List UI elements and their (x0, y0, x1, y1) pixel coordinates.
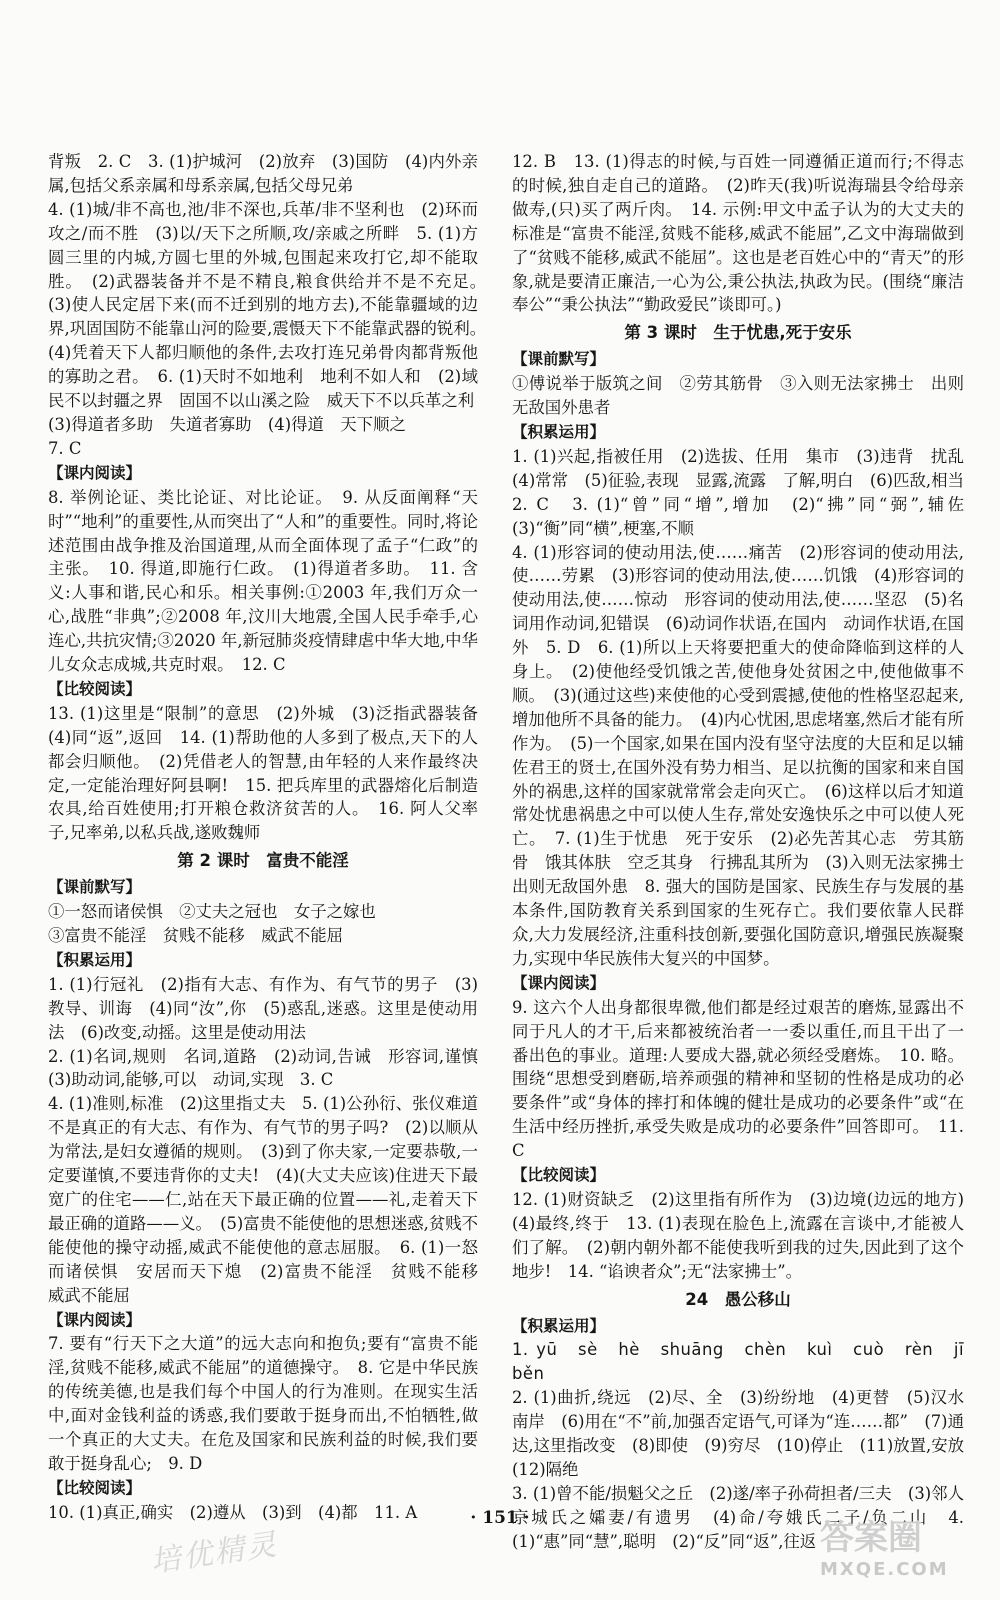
answer-paragraph: 12. B 13. (1)得志的时候,与百姓一同遵循正道而行;不得志的时候,独自走自己的道路。 (2)昨天(我)听说海瑞县令给母亲做寿,(只)买了两斤肉。 14. 示例:甲文中孟子认为的大丈夫的标准是“富贵不能淫,贫贱不能移,威武不能屈”,乙文中海瑞做到了“贫贱不能移,威武不能屈”。这也是老百姓心中的“青天”的形象,就是要清正廉洁,一心为公,秉公执法,执政为民。(围绕“廉洁奉公”“秉公执法”“勤政爱民”谈即可。) (512, 152, 964, 315)
section-heading: 【比较阅读】 (48, 679, 142, 698)
section-heading: 【课前默写】 (512, 350, 606, 369)
watermark-logo-text: 答案圈 (820, 1518, 922, 1558)
section-heading: 【比较阅读】 (48, 1478, 142, 1497)
answer-paragraph: 7. 要有“行天下之大道”的远大志向和抱负;要有“富贵不能淫,贫贱不能移,威武不能屈”的道德操守。 8. 它是中华民族的传统美德,也是我们每个中国人的行为准则。在现实生活中,面对金钱利益的诱惑,我们要敢于挺身而出,不怕牺牲,做一个真正的大丈夫。在危及国家和民族利益的时候,我们要敢于挺身乱心; 9. D (48, 1334, 478, 1473)
section-heading: 【积累运用】 (512, 1316, 606, 1335)
section-heading: 【积累运用】 (512, 422, 606, 441)
answer-paragraph: 背叛 2. C 3. (1)护城河 (2)放弃 (3)国防 (4)内外亲属,包括父系亲属和母系亲属,包括父母兄弟 (48, 152, 478, 195)
page-number: · 151 · (470, 1508, 530, 1528)
section-heading: 【积累运用】 (48, 950, 142, 969)
lesson-title: 第 3 课时 生于忧患,死于安乐 (624, 323, 852, 343)
answer-paragraph: 1. (1)行冠礼 (2)指有大志、有作为、有气节的男子 (3)教导、训诲 (4)同“汝”,你 (5)惑乱,迷惑。这里是使动用法 (6)改变,动摇。这里是使动用法 (48, 974, 478, 1042)
answer-paragraph: 12. (1)财资缺乏 (2)这里指有所作为 (3)边境(边远的地方) (4)最终,终于 13. (1)表现在脸色上,流露在言谈中,才能被人们了解。 (2)朝内朝外都不能使我听到我的过失,因此到了这个地步! 14. “谄谀者众”;无“法家拂士”。 (512, 1189, 981, 1281)
answer-paragraph: ③富贵不能淫 贫贱不能移 威武不能屈 (48, 926, 344, 945)
answer-paragraph: 13. (1)这里是“限制”的意思 (2)外城 (3)泛指武器装备 (4)同“返”,返回 14. (1)帮助他的人多到了极点,天下的人都会归顺他。 (2)凭借老人的智慧,由年轻的人来作最终决定,一定能治理好阿县啊! 15. 把兵库里的武器熔化后制造农具,给百姓使用;打开粮仓救济贫苦的人。 16. 阿人父率子,兄率弟,以私兵战,遂败魏师 (48, 703, 495, 843)
answer-paragraph: 4. (1)形容词的使动用法,使……痛苦 (2)形容词的使动用法,使……劳累 (3)形容词的使动用法,使……饥饿 (4)形容词的使动用法,使……惊动 形容词的使动用法,使……坚忍 (5)名词用作动词,犯错误 (6)动词作状语,在国内 动词作状语,在国外 5. D 6. (1)所以上天将要把重大的使命降临到这样的人身上。 (2)使他经受饥饿之苦,使他身处贫困之中,使他做事不顺。 (3)(通过这些)来使他的心受到震撼,使他的性格坚忍起来,增加他所不具备的能力。 (4)内心忧困,思虑堵塞,然后才能有所作为。 (5)一个国家,如果在国内没有坚守法度的大臣和足以辅佐君王的贤士,在国外没有势力相当、足以抗衡的国家和来自国外的祸患,这样的国家就常常会走向灭亡。 (6)这样以后才知道常处忧患祸患之中可以使人生存,常处安逸快乐之中可以使人死亡。 7. (1)生于忧患 死于安乐 (2)必先苦其心志 劳其筋骨 饿其体肤 空乏其身 行拂乱其所为 (3)入则无法家拂士 出则无敌国外患 8. 强大的国防是国家、民族生存与发展的基本条件,国防教育关系到国家的生死存亡。我们要依靠人民群众,大力发展经济,注重科技创新,要强化国防意识,增强民族凝聚力,实现中华民族伟大复兴的中国梦。 (512, 542, 981, 968)
answer-paragraph: 4. (1)准则,标准 (2)这里指丈夫 5. (1)公孙衍、张仪难道不是真正的有大志、有作为、有气节的男子吗? (2)以顺从为常法,是妇女遵循的规则。 (3)到了你夫家,一定要恭敬,一定要谨慎,不要违背你的丈夫! (4)(大丈夫应该)住进天下最宽广的住宅——仁,站在天下最正确的位置——礼,走着天下最正确的道路——义。 (5)富贵不能使他的思想迷惑,贫贱不能使他的操守动摇,威武不能使他的意志屈服。 6. (1)一怒而诸侯惧 安居而天下熄 (2)富贵不能淫 贫贱不能移 威武不能屈 (48, 1094, 495, 1305)
section-heading: 【课内阅读】 (48, 1310, 142, 1329)
watermark-left: 培优精灵 (148, 1527, 281, 1580)
answer-paragraph: 8. 举例论证、类比论证、对比论证。 9. 从反面阐释“天时”“地利”的重要性,从而突出了“人和”的重要性。同时,将论述范围由战争推及治国道理,从而全面体现了孟子“仁政”的主张。 10. 得道,即施行仁政。 (1)得道者多助。 11. 含义:人事和谐,民心和乐。相关事例:①2003 年,我们万众一心,战胜“非典”;②2008 年,汶川大地震,全国人民手牵手,心连心,共抗灾情;③2020 年,新冠肺炎疫情肆虐中华大地,中华儿女众志成城,共克时艰。 12. C (48, 487, 478, 675)
watermark-right (820, 1510, 970, 1588)
answer-paragraph: 4. (1)城/非不高也,池/非不深也,兵革/非不坚利也 (2)环而攻之/而不胜 (3)以/天下之所顺,攻/亲戚之所畔 5. (1)方圆三里的内城,方圆七里的外城,包围起来攻打它,却不能取胜。 (2)武器装备并不是不精良,粮食供给并不是不充足。 (3)使人民定居下来(而不迁到别的地方去),不能靠疆域的边界,巩固国防不能靠山河的险要,震慑天下不能靠武器的锐利。 (4)凭着天下人都归顺他的条件,去攻打连兄弟骨肉都背叛他的寡助之君。 6. (1)天时不如地利 地利不如人和 (2)域民不以封疆之界 固国不以山溪之险 威天下不以兵革之利 (48, 199, 495, 411)
left-column (48, 150, 495, 1525)
lesson-title: 24 愚公移山 (685, 1289, 791, 1309)
answer-paragraph: 3. (1)曾不能/损魁父之丘 (2)遂/率子孙荷担者/三夫 (3)邻人京城氏之孀妻/有遗男 (4)命/夸娥氏二子/负二山 4. (1)“惠”同“慧”,聪明 (2)“反”同“返”,往返 (512, 1483, 964, 1551)
lesson-title: 第 2 课时 富贵不能淫 (177, 851, 349, 871)
section-heading: 【课内阅读】 (48, 463, 142, 482)
answer-paragraph: 10. (1)真正,确实 (2)遵从 (3)到 (4)都 11. A (48, 1502, 418, 1522)
section-heading: 【课前默写】 (48, 878, 142, 897)
pinyin-answer: 1. yū sè hè shuāng chèn kuì cuò rèn jī běn (512, 1340, 964, 1384)
section-heading: 【课内阅读】 (512, 973, 606, 992)
section-heading: 【比较阅读】 (512, 1166, 606, 1185)
answer-paragraph: 7. C (48, 438, 82, 458)
watermark-url: MXQE.COM (820, 1559, 949, 1580)
answer-paragraph: ①傅说举于版筑之间 ②劳其筋骨 ③入则无法家拂士 出则无敌国外患者 (512, 374, 964, 418)
right-column (512, 150, 981, 1554)
answer-paragraph: 1. (1)兴起,指被任用 (2)选拔、任用 集市 (3)违背 扰乱 (4)常常 (5)征验,表现 显露,流露 了解,明白 (6)匹敌,相当 2. C 3. (1)“曾”同“增”,增加 (2)“拂”同“弼”,辅佐 (3)“衡”同“横”,梗塞,不顺 (512, 446, 981, 538)
answer-paragraph: ①一怒而诸侯惧 ②丈夫之冠也 女子之嫁也 (48, 902, 376, 922)
answer-paragraph: 9. 这六个人出身都很卑微,他们都是经过艰苦的磨炼,显露出不同于凡人的才干,后来都被统治者一一委以重任,而且干出了一番出色的事业。道理:人要成大器,就必须经受磨炼。 10. 略。围绕“思想受到磨砺,培养顽强的精神和坚韧的性格是成功的必要条件”或“身体的摔打和体魄的健壮是成功的必要条件”或“在生活中经历挫折,承受失败是成功的必要条件”回答即可。 11. C (512, 997, 964, 1161)
answer-paragraph: (3)得道者多助 失道者寡助 (4)得道 天下顺之 (48, 414, 406, 434)
answer-paragraph: 2. (1)名词,规则 名词,道路 (2)动词,告诫 形容词,谨慎 (3)助动词,能够,可以 动词,实现 3. C (48, 1046, 495, 1090)
answer-paragraph: 2. (1)曲折,绕远 (2)尽、全 (3)纷纷地 (4)更替 (5)汉水南岸 (6)用在“不”前,加强否定语气,可译为“连……都” (7)通达,这里指改变 (8)即使 (9)穷尽 (10)停止 (11)放置,安放 (12)隔绝 (512, 1388, 981, 1479)
